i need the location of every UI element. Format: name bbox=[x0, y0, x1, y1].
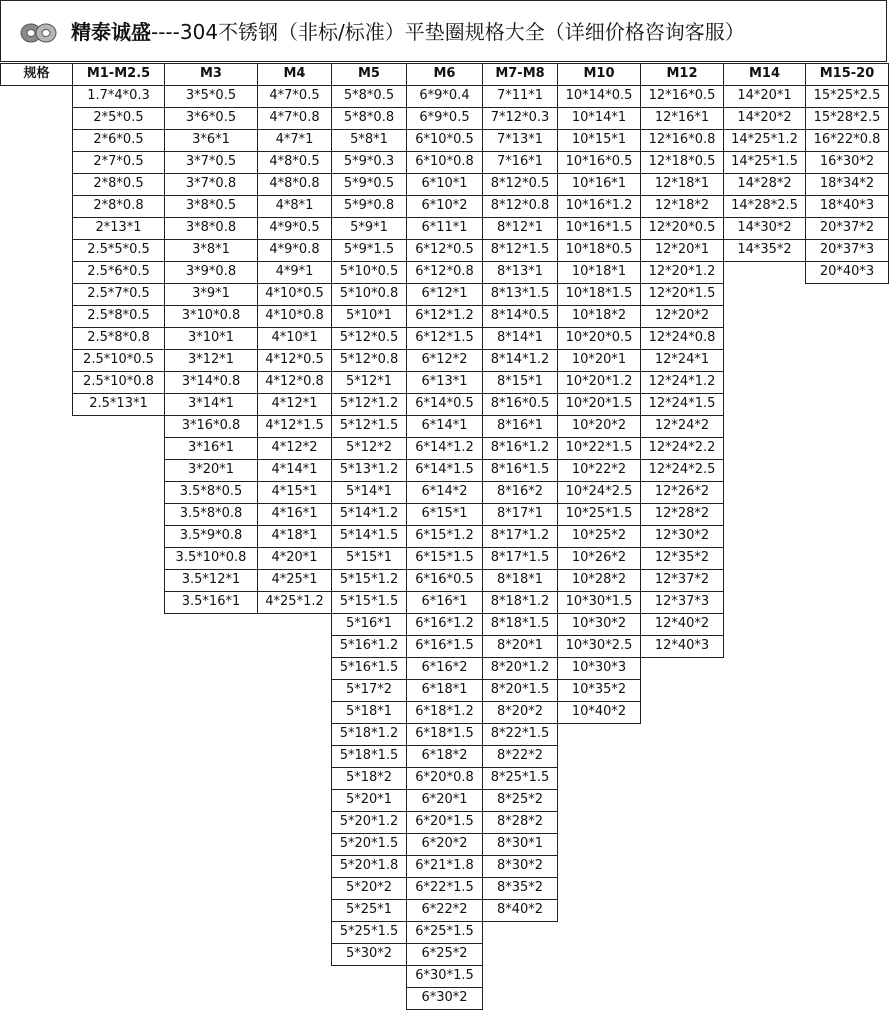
spec-cell: 3*10*1 bbox=[164, 327, 258, 350]
spec-cell: 4*25*1 bbox=[257, 569, 332, 592]
spec-cell: 6*20*0.8 bbox=[406, 767, 483, 790]
spec-cell: 5*9*0.5 bbox=[331, 173, 407, 196]
spec-cell: 3*16*1 bbox=[164, 437, 258, 460]
column-header: M5 bbox=[331, 63, 407, 86]
title-brand: 精泰诚盛 bbox=[71, 20, 151, 44]
spec-cell: 12*18*0.5 bbox=[640, 151, 724, 174]
spec-cell: 3*6*0.5 bbox=[164, 107, 258, 130]
spec-cell: 12*26*2 bbox=[640, 481, 724, 504]
spec-cell: 6*10*0.5 bbox=[406, 129, 483, 152]
spec-cell: 6*18*1 bbox=[406, 679, 483, 702]
spec-cell: 8*20*1.5 bbox=[482, 679, 558, 702]
spec-cell: 12*37*2 bbox=[640, 569, 724, 592]
spec-cell: 3*9*1 bbox=[164, 283, 258, 306]
spec-cell: 14*35*2 bbox=[723, 239, 806, 262]
spec-cell: 12*28*2 bbox=[640, 503, 724, 526]
spec-cell: 8*13*1.5 bbox=[482, 283, 558, 306]
spec-cell: 4*9*0.5 bbox=[257, 217, 332, 240]
spec-cell: 8*13*1 bbox=[482, 261, 558, 284]
spec-cell: 12*24*0.8 bbox=[640, 327, 724, 350]
spec-cell: 7*11*1 bbox=[482, 85, 558, 108]
spec-cell: 10*18*2 bbox=[557, 305, 641, 328]
spec-cell: 6*12*1.5 bbox=[406, 327, 483, 350]
spec-cell: 6*15*1.5 bbox=[406, 547, 483, 570]
spec-cell: 14*28*2.5 bbox=[723, 195, 806, 218]
spec-cell: 5*14*1 bbox=[331, 481, 407, 504]
spec-cell: 8*14*0.5 bbox=[482, 305, 558, 328]
spec-cell: 10*25*2 bbox=[557, 525, 641, 548]
spec-cell: 4*8*0.8 bbox=[257, 173, 332, 196]
spec-cell: 4*8*1 bbox=[257, 195, 332, 218]
spec-cell: 8*22*1.5 bbox=[482, 723, 558, 746]
spec-cell: 14*20*1 bbox=[723, 85, 806, 108]
spec-cell: 12*40*2 bbox=[640, 613, 724, 636]
spec-cell: 3*16*0.8 bbox=[164, 415, 258, 438]
spec-cell: 10*25*1.5 bbox=[557, 503, 641, 526]
spec-cell: 10*24*2.5 bbox=[557, 481, 641, 504]
spec-cell: 5*15*1.2 bbox=[331, 569, 407, 592]
spec-cell: 12*24*2.5 bbox=[640, 459, 724, 482]
spec-cell: 6*15*1 bbox=[406, 503, 483, 526]
spec-cell: 8*25*2 bbox=[482, 789, 558, 812]
spec-cell: 6*20*2 bbox=[406, 833, 483, 856]
spec-cell: 10*16*1 bbox=[557, 173, 641, 196]
spec-cell: 8*17*1 bbox=[482, 503, 558, 526]
spec-cell: 10*16*1.2 bbox=[557, 195, 641, 218]
spec-cell: 2.5*8*0.5 bbox=[72, 305, 165, 328]
spec-cell: 6*18*1.2 bbox=[406, 701, 483, 724]
spec-cell: 5*10*0.8 bbox=[331, 283, 407, 306]
spec-cell: 10*16*0.5 bbox=[557, 151, 641, 174]
spec-cell: 8*12*1.5 bbox=[482, 239, 558, 262]
spec-cell: 4*8*0.5 bbox=[257, 151, 332, 174]
spec-cell: 15*28*2.5 bbox=[805, 107, 889, 130]
spec-cell: 6*12*1.2 bbox=[406, 305, 483, 328]
spec-cell: 10*18*1.5 bbox=[557, 283, 641, 306]
spec-cell: 5*14*1.5 bbox=[331, 525, 407, 548]
spec-cell: 3*8*0.8 bbox=[164, 217, 258, 240]
spec-cell: 10*14*0.5 bbox=[557, 85, 641, 108]
spec-cell: 3*8*1 bbox=[164, 239, 258, 262]
spec-cell: 12*24*1.5 bbox=[640, 393, 724, 416]
spec-cell: 10*14*1 bbox=[557, 107, 641, 130]
spec-cell: 8*30*2 bbox=[482, 855, 558, 878]
spec-cell: 3*12*1 bbox=[164, 349, 258, 372]
spec-cell: 10*20*1.5 bbox=[557, 393, 641, 416]
spec-cell: 4*9*0.8 bbox=[257, 239, 332, 262]
spec-cell: 5*18*1.2 bbox=[331, 723, 407, 746]
spec-cell: 3*6*1 bbox=[164, 129, 258, 152]
spec-cell: 8*30*1 bbox=[482, 833, 558, 856]
column-header: M14 bbox=[723, 63, 806, 86]
spec-cell: 12*24*1.2 bbox=[640, 371, 724, 394]
spec-cell: 7*13*1 bbox=[482, 129, 558, 152]
spec-cell: 5*12*0.5 bbox=[331, 327, 407, 350]
spec-cell: 14*30*2 bbox=[723, 217, 806, 240]
spec-cell: 5*30*2 bbox=[331, 943, 407, 966]
spec-cell: 3*9*0.8 bbox=[164, 261, 258, 284]
spec-cell: 20*37*2 bbox=[805, 217, 889, 240]
spec-cell: 14*25*1.2 bbox=[723, 129, 806, 152]
spec-cell: 3.5*8*0.8 bbox=[164, 503, 258, 526]
spec-cell: 2.5*7*0.5 bbox=[72, 283, 165, 306]
spec-cell: 2*8*0.5 bbox=[72, 173, 165, 196]
spec-cell: 4*9*1 bbox=[257, 261, 332, 284]
spec-cell: 6*12*2 bbox=[406, 349, 483, 372]
spec-cell: 5*18*2 bbox=[331, 767, 407, 790]
spec-cell: 2*13*1 bbox=[72, 217, 165, 240]
row-label-header: 规格 bbox=[0, 63, 73, 86]
spec-cell: 5*15*1.5 bbox=[331, 591, 407, 614]
spec-cell: 10*18*1 bbox=[557, 261, 641, 284]
spec-cell: 12*20*1 bbox=[640, 239, 724, 262]
spec-cell: 10*20*1 bbox=[557, 349, 641, 372]
spec-cell: 6*15*1.2 bbox=[406, 525, 483, 548]
spec-cell: 12*16*0.5 bbox=[640, 85, 724, 108]
spec-cell: 8*18*1.2 bbox=[482, 591, 558, 614]
spec-cell: 5*18*1.5 bbox=[331, 745, 407, 768]
spec-cell: 14*28*2 bbox=[723, 173, 806, 196]
spec-cell: 5*17*2 bbox=[331, 679, 407, 702]
spec-cell: 6*10*1 bbox=[406, 173, 483, 196]
spec-cell: 10*20*0.5 bbox=[557, 327, 641, 350]
column-header: M6 bbox=[406, 63, 483, 86]
spec-cell: 8*16*2 bbox=[482, 481, 558, 504]
spec-cell: 8*20*2 bbox=[482, 701, 558, 724]
spec-cell: 6*16*2 bbox=[406, 657, 483, 680]
spec-cell: 10*22*2 bbox=[557, 459, 641, 482]
spec-cell: 5*20*1.8 bbox=[331, 855, 407, 878]
spec-cell: 10*30*2 bbox=[557, 613, 641, 636]
column-header: M4 bbox=[257, 63, 332, 86]
spec-cell: 8*20*1 bbox=[482, 635, 558, 658]
spec-cell: 6*14*1.2 bbox=[406, 437, 483, 460]
spec-cell: 12*40*3 bbox=[640, 635, 724, 658]
spec-cell: 12*16*0.8 bbox=[640, 129, 724, 152]
spec-cell: 8*12*0.5 bbox=[482, 173, 558, 196]
title-rest: ----304不锈钢（非标/标准）平垫圈规格大全（详细价格咨询客服） bbox=[151, 20, 745, 44]
spec-cell: 8*22*2 bbox=[482, 745, 558, 768]
spec-cell: 6*18*1.5 bbox=[406, 723, 483, 746]
spec-cell: 3*7*0.8 bbox=[164, 173, 258, 196]
spec-cell: 5*8*0.8 bbox=[331, 107, 407, 130]
spec-cell: 14*25*1.5 bbox=[723, 151, 806, 174]
spec-cell: 6*10*2 bbox=[406, 195, 483, 218]
spec-cell: 6*20*1 bbox=[406, 789, 483, 812]
spec-cell: 6*16*1.2 bbox=[406, 613, 483, 636]
spec-cell: 3.5*9*0.8 bbox=[164, 525, 258, 548]
spec-cell: 4*12*1.5 bbox=[257, 415, 332, 438]
spec-cell: 18*34*2 bbox=[805, 173, 889, 196]
spec-cell: 12*24*2 bbox=[640, 415, 724, 438]
spec-cell: 5*8*0.5 bbox=[331, 85, 407, 108]
spec-cell: 6*12*1 bbox=[406, 283, 483, 306]
spec-cell: 2*5*0.5 bbox=[72, 107, 165, 130]
spec-cell: 5*12*1.5 bbox=[331, 415, 407, 438]
spec-cell: 12*20*1.2 bbox=[640, 261, 724, 284]
page-title bbox=[71, 18, 745, 46]
spec-cell: 10*40*2 bbox=[557, 701, 641, 724]
spec-cell: 16*22*0.8 bbox=[805, 129, 889, 152]
spec-cell: 20*37*3 bbox=[805, 239, 889, 262]
spec-cell: 5*20*1 bbox=[331, 789, 407, 812]
spec-cell: 10*35*2 bbox=[557, 679, 641, 702]
column-header: M7-M8 bbox=[482, 63, 558, 86]
spec-cell: 8*35*2 bbox=[482, 877, 558, 900]
spec-cell: 12*20*0.5 bbox=[640, 217, 724, 240]
spec-cell: 10*28*2 bbox=[557, 569, 641, 592]
spec-cell: 3*14*1 bbox=[164, 393, 258, 416]
spec-cell: 5*8*1 bbox=[331, 129, 407, 152]
spec-cell: 3*10*0.8 bbox=[164, 305, 258, 328]
spec-cell: 6*14*1 bbox=[406, 415, 483, 438]
washer-icon bbox=[19, 22, 59, 44]
spec-cell: 8*17*1.5 bbox=[482, 547, 558, 570]
spec-cell: 2.5*6*0.5 bbox=[72, 261, 165, 284]
spec-cell: 6*21*1.8 bbox=[406, 855, 483, 878]
spec-cell: 4*12*0.5 bbox=[257, 349, 332, 372]
spec-cell: 8*20*1.2 bbox=[482, 657, 558, 680]
spec-cell: 7*12*0.3 bbox=[482, 107, 558, 130]
spec-cell: 8*18*1 bbox=[482, 569, 558, 592]
spec-cell: 6*25*2 bbox=[406, 943, 483, 966]
spec-cell: 5*12*0.8 bbox=[331, 349, 407, 372]
spec-cell: 1.7*4*0.3 bbox=[72, 85, 165, 108]
spec-cell: 5*16*1.2 bbox=[331, 635, 407, 658]
spec-cell: 10*30*2.5 bbox=[557, 635, 641, 658]
spec-cell: 3.5*8*0.5 bbox=[164, 481, 258, 504]
spec-cell: 2*8*0.8 bbox=[72, 195, 165, 218]
spec-cell: 6*9*0.4 bbox=[406, 85, 483, 108]
spec-cell: 6*14*1.5 bbox=[406, 459, 483, 482]
spec-cell: 3*14*0.8 bbox=[164, 371, 258, 394]
spec-cell: 15*25*2.5 bbox=[805, 85, 889, 108]
spec-cell: 6*22*1.5 bbox=[406, 877, 483, 900]
spec-cell: 3*7*0.5 bbox=[164, 151, 258, 174]
spec-cell: 8*17*1.2 bbox=[482, 525, 558, 548]
spec-cell: 4*20*1 bbox=[257, 547, 332, 570]
spec-cell: 10*18*0.5 bbox=[557, 239, 641, 262]
column-header: M15-20 bbox=[805, 63, 889, 86]
spec-cell: 5*16*1 bbox=[331, 613, 407, 636]
column-header: M12 bbox=[640, 63, 724, 86]
spec-cell: 2*6*0.5 bbox=[72, 129, 165, 152]
spec-cell: 5*10*0.5 bbox=[331, 261, 407, 284]
spec-cell: 2.5*5*0.5 bbox=[72, 239, 165, 262]
spec-cell: 5*16*1.5 bbox=[331, 657, 407, 680]
spec-cell: 6*30*1.5 bbox=[406, 965, 483, 988]
spec-cell: 8*16*1 bbox=[482, 415, 558, 438]
spec-cell: 12*16*1 bbox=[640, 107, 724, 130]
spec-cell: 14*20*2 bbox=[723, 107, 806, 130]
spec-cell: 6*20*1.5 bbox=[406, 811, 483, 834]
spec-cell: 4*12*0.8 bbox=[257, 371, 332, 394]
spec-cell: 8*16*0.5 bbox=[482, 393, 558, 416]
spec-cell: 12*35*2 bbox=[640, 547, 724, 570]
spec-cell: 5*25*1 bbox=[331, 899, 407, 922]
title-banner bbox=[0, 0, 887, 62]
spec-cell: 8*12*1 bbox=[482, 217, 558, 240]
spec-cell: 5*20*1.5 bbox=[331, 833, 407, 856]
spec-cell: 5*10*1 bbox=[331, 305, 407, 328]
spec-cell: 8*16*1.5 bbox=[482, 459, 558, 482]
spec-cell: 2*7*0.5 bbox=[72, 151, 165, 174]
spec-cell: 6*18*2 bbox=[406, 745, 483, 768]
spec-cell: 6*22*2 bbox=[406, 899, 483, 922]
spec-cell: 6*16*0.5 bbox=[406, 569, 483, 592]
spec-cell: 6*11*1 bbox=[406, 217, 483, 240]
spec-cell: 5*12*1.2 bbox=[331, 393, 407, 416]
spec-cell: 10*16*1.5 bbox=[557, 217, 641, 240]
spec-cell: 6*10*0.8 bbox=[406, 151, 483, 174]
spec-cell: 3*20*1 bbox=[164, 459, 258, 482]
spec-cell: 6*14*0.5 bbox=[406, 393, 483, 416]
spec-cell: 4*7*0.8 bbox=[257, 107, 332, 130]
spec-cell: 6*30*2 bbox=[406, 987, 483, 1010]
spec-cell: 10*30*1.5 bbox=[557, 591, 641, 614]
spec-cell: 6*16*1.5 bbox=[406, 635, 483, 658]
spec-cell: 2.5*8*0.8 bbox=[72, 327, 165, 350]
spec-cell: 12*18*1 bbox=[640, 173, 724, 196]
column-header: M3 bbox=[164, 63, 258, 86]
spec-cell: 12*37*3 bbox=[640, 591, 724, 614]
spec-cell: 6*12*0.5 bbox=[406, 239, 483, 262]
spec-cell: 5*12*2 bbox=[331, 437, 407, 460]
spec-cell: 8*12*0.8 bbox=[482, 195, 558, 218]
spec-cell: 8*18*1.5 bbox=[482, 613, 558, 636]
spec-cell: 3.5*10*0.8 bbox=[164, 547, 258, 570]
spec-cell: 5*9*1.5 bbox=[331, 239, 407, 262]
spec-cell: 5*15*1 bbox=[331, 547, 407, 570]
spec-cell: 12*24*1 bbox=[640, 349, 724, 372]
spec-cell: 6*14*2 bbox=[406, 481, 483, 504]
spec-cell: 2.5*13*1 bbox=[72, 393, 165, 416]
spec-cell: 4*16*1 bbox=[257, 503, 332, 526]
spec-cell: 3.5*16*1 bbox=[164, 591, 258, 614]
spec-cell: 12*30*2 bbox=[640, 525, 724, 548]
spec-cell: 8*40*2 bbox=[482, 899, 558, 922]
spec-cell: 12*20*1.5 bbox=[640, 283, 724, 306]
spec-cell: 12*24*2.2 bbox=[640, 437, 724, 460]
spec-cell: 5*14*1.2 bbox=[331, 503, 407, 526]
spec-cell: 10*15*1 bbox=[557, 129, 641, 152]
spec-cell: 8*14*1 bbox=[482, 327, 558, 350]
spec-cell: 6*16*1 bbox=[406, 591, 483, 614]
spec-cell: 5*20*2 bbox=[331, 877, 407, 900]
spec-cell: 6*13*1 bbox=[406, 371, 483, 394]
spec-cell: 4*14*1 bbox=[257, 459, 332, 482]
spec-cell: 4*7*1 bbox=[257, 129, 332, 152]
spec-cell: 3*8*0.5 bbox=[164, 195, 258, 218]
spec-cell: 5*12*1 bbox=[331, 371, 407, 394]
spec-cell: 6*9*0.5 bbox=[406, 107, 483, 130]
spec-cell: 8*14*1.2 bbox=[482, 349, 558, 372]
spec-cell: 18*40*3 bbox=[805, 195, 889, 218]
spec-cell: 5*13*1.2 bbox=[331, 459, 407, 482]
spec-cell: 3*5*0.5 bbox=[164, 85, 258, 108]
column-header: M1-M2.5 bbox=[72, 63, 165, 86]
spec-cell: 6*25*1.5 bbox=[406, 921, 483, 944]
column-header: M10 bbox=[557, 63, 641, 86]
spec-cell: 5*18*1 bbox=[331, 701, 407, 724]
spec-cell: 8*16*1.2 bbox=[482, 437, 558, 460]
spec-cell: 8*28*2 bbox=[482, 811, 558, 834]
spec-cell: 2.5*10*0.8 bbox=[72, 371, 165, 394]
spec-cell: 10*20*1.2 bbox=[557, 371, 641, 394]
spec-cell: 12*20*2 bbox=[640, 305, 724, 328]
spec-cell: 4*10*1 bbox=[257, 327, 332, 350]
spec-cell: 2.5*10*0.5 bbox=[72, 349, 165, 372]
spec-cell: 10*22*1.5 bbox=[557, 437, 641, 460]
spec-cell: 10*20*2 bbox=[557, 415, 641, 438]
spec-cell: 5*9*0.3 bbox=[331, 151, 407, 174]
spec-cell: 5*25*1.5 bbox=[331, 921, 407, 944]
spec-cell: 6*12*0.8 bbox=[406, 261, 483, 284]
spec-cell: 8*25*1.5 bbox=[482, 767, 558, 790]
spec-cell: 10*30*3 bbox=[557, 657, 641, 680]
spec-cell: 20*40*3 bbox=[805, 261, 889, 284]
spec-cell: 12*18*2 bbox=[640, 195, 724, 218]
spec-cell: 4*12*1 bbox=[257, 393, 332, 416]
spec-cell: 5*9*1 bbox=[331, 217, 407, 240]
spec-cell: 4*7*0.5 bbox=[257, 85, 332, 108]
spec-cell: 16*30*2 bbox=[805, 151, 889, 174]
spec-cell: 4*15*1 bbox=[257, 481, 332, 504]
spec-cell: 10*26*2 bbox=[557, 547, 641, 570]
spec-cell: 5*20*1.2 bbox=[331, 811, 407, 834]
spec-cell: 5*9*0.8 bbox=[331, 195, 407, 218]
spec-cell: 4*10*0.5 bbox=[257, 283, 332, 306]
spec-cell: 3.5*12*1 bbox=[164, 569, 258, 592]
spec-cell: 7*16*1 bbox=[482, 151, 558, 174]
spec-cell: 4*25*1.2 bbox=[257, 591, 332, 614]
spec-cell: 4*10*0.8 bbox=[257, 305, 332, 328]
spec-cell: 4*12*2 bbox=[257, 437, 332, 460]
spec-cell: 8*15*1 bbox=[482, 371, 558, 394]
spec-cell: 4*18*1 bbox=[257, 525, 332, 548]
